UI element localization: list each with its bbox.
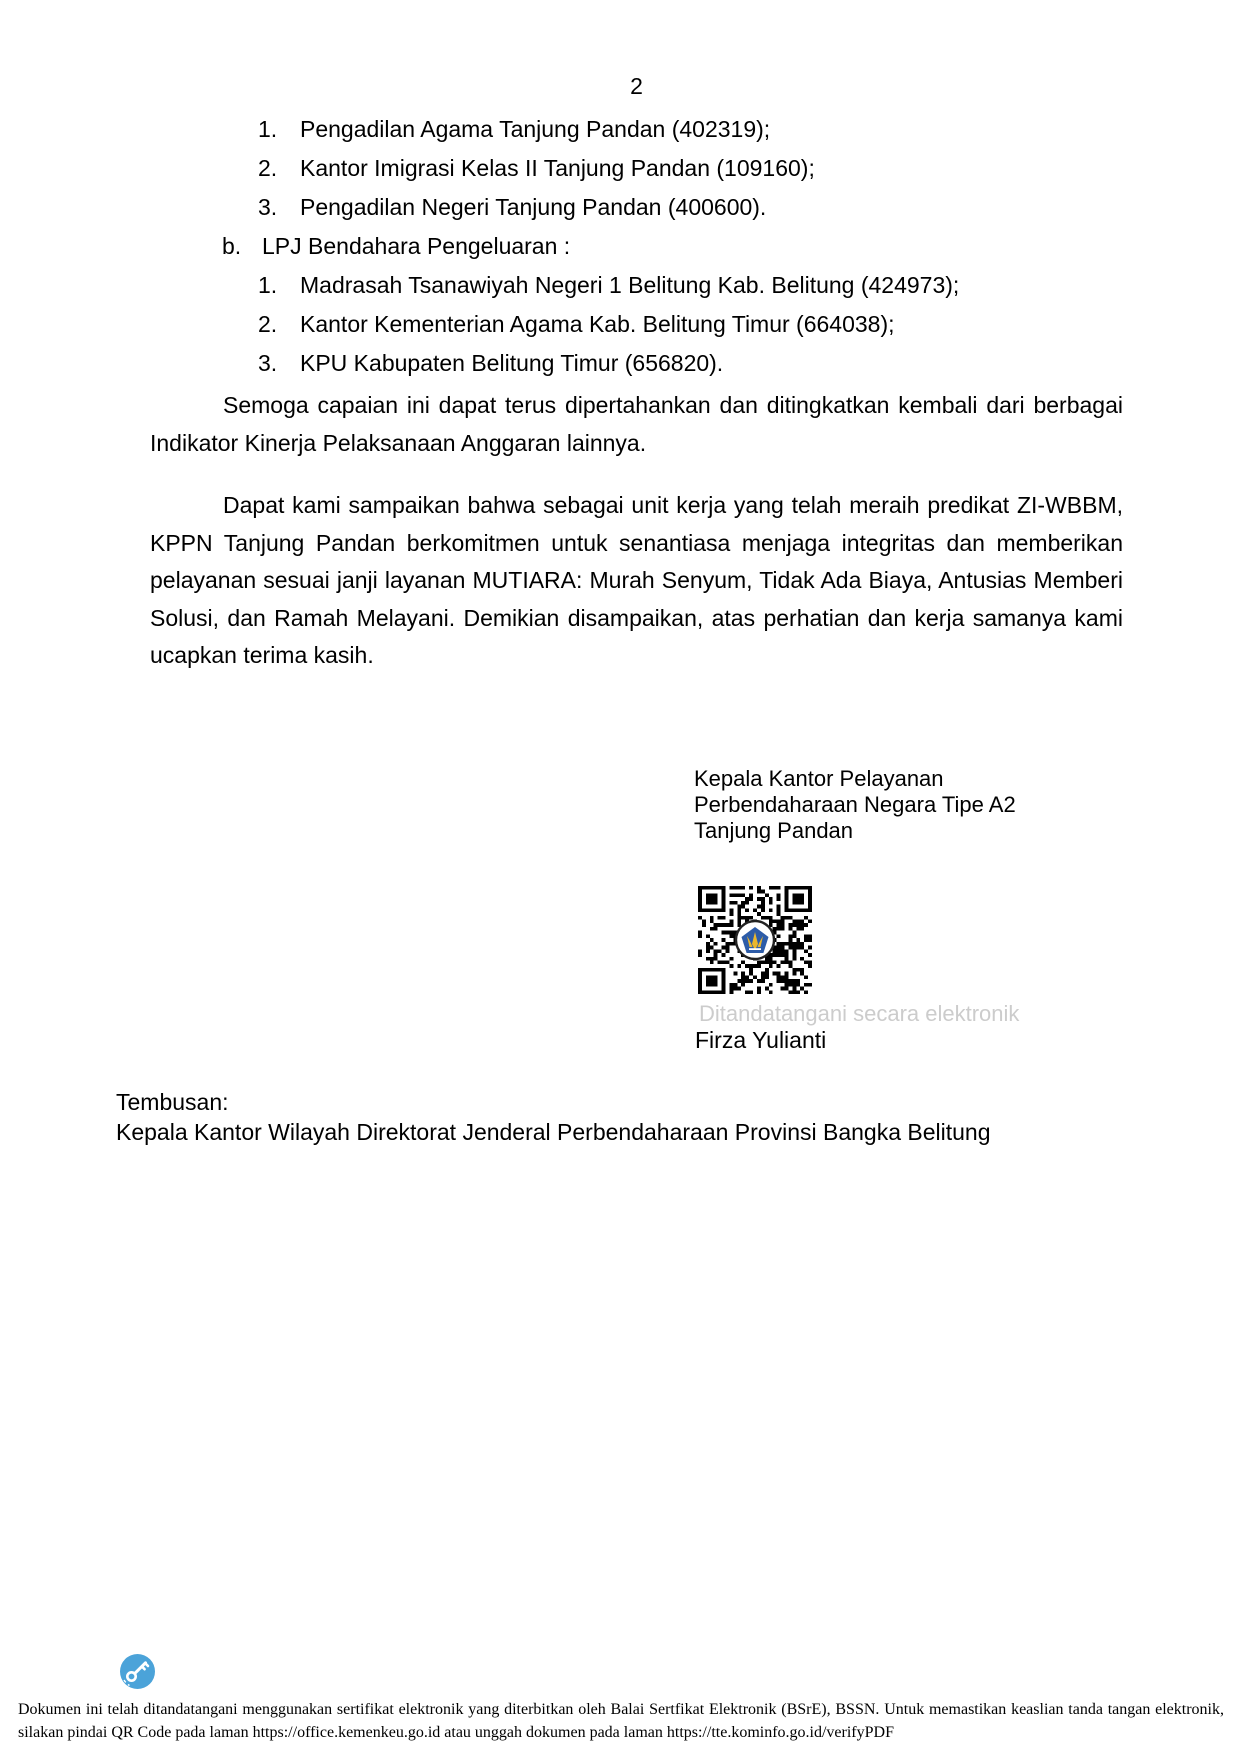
list-item bbox=[150, 188, 1123, 227]
signature-title-line: Kepala Kantor Pelayanan bbox=[694, 766, 944, 791]
kemenkeu-emblem-icon bbox=[735, 920, 775, 960]
list-item-marker: 1. bbox=[258, 116, 278, 142]
list-item-b bbox=[150, 227, 1123, 266]
list-item-text: KPU Kabupaten Belitung Timur (656820). bbox=[300, 350, 724, 376]
paragraph-dapat: Dapat kami sampaikan bahwa sebagai unit kerja yang telah meraih predikat ZI-WBBM, KPPN Tanjung Pandan berkomitmen untuk senantiasa menjaga integritas dan memberikan pelayanan sesuai janji layanan MUTIARA: Murah Senyum, Tidak Ada Biaya, Antusias Memberi Solusi, dan Ramah Melayani. Demikian disampaikan, atas perhatian dan kerja samanya kami ucapkan terima kasih. bbox=[150, 492, 1123, 668]
list-item-text: LPJ Bendahara Pengeluaran : bbox=[262, 233, 571, 259]
list-item bbox=[150, 305, 1123, 344]
tembusan-label: Tembusan: bbox=[116, 1089, 229, 1115]
list-item bbox=[150, 110, 1123, 149]
list-item-text: Kantor Imigrasi Kelas II Tanjung Pandan (109160); bbox=[300, 155, 815, 181]
list-section bbox=[150, 110, 1123, 383]
footer-note: Dokumen ini telah ditandatangani menggunakan sertifikat elektronik yang diterbitkan oleh Balai Sertfikat Elektronik (BSrE), BSSN. Untuk memastikan keaslian tanda tangan elektronik, silakan pindai QR Code pada laman https://office.kemenkeu.go.id atau unggah dokumen pada laman https://tte.kominfo.go.id/verifyPDF bbox=[18, 1701, 1224, 1741]
paragraph-semoga: Semoga capaian ini dapat terus dipertahankan dan ditingkatkan kembali dari berbagai Indikator Kinerja Pelaksanaan Anggaran lainnya. bbox=[150, 392, 1123, 456]
tembusan-section bbox=[116, 1087, 991, 1147]
page-number: 2 bbox=[630, 73, 643, 99]
list-item-text: Madrasah Tsanawiyah Negeri 1 Belitung Kab. Belitung (424973); bbox=[300, 272, 960, 298]
signature-title-line: Perbendaharaan Negara Tipe A2 bbox=[694, 792, 1016, 817]
list-item-marker: 2. bbox=[258, 311, 278, 337]
list-item-marker: 2. bbox=[258, 155, 278, 181]
esign-note: Ditandatangani secara elektronik bbox=[699, 1001, 1020, 1026]
list-item-text: Pengadilan Agama Tanjung Pandan (402319); bbox=[300, 116, 771, 142]
list-item bbox=[150, 266, 1123, 305]
signature-title-line: Tanjung Pandan bbox=[694, 818, 854, 843]
list-item bbox=[150, 344, 1123, 383]
list-item-marker: b. bbox=[222, 233, 242, 259]
list-item-text: Kantor Kementerian Agama Kab. Belitung Timur (664038); bbox=[300, 311, 895, 337]
bsre-key-icon bbox=[120, 1654, 155, 1689]
list-item bbox=[150, 149, 1123, 188]
list-item-text: Pengadilan Negeri Tanjung Pandan (400600). bbox=[300, 194, 767, 220]
list-item-marker: 3. bbox=[258, 194, 278, 220]
list-item-marker: 3. bbox=[258, 350, 278, 376]
signer-name: Firza Yulianti bbox=[695, 1027, 827, 1053]
signature-title bbox=[694, 766, 1016, 844]
list-item-marker: 1. bbox=[258, 272, 278, 298]
tembusan-item: Kepala Kantor Wilayah Direktorat Jenderal Perbendaharaan Provinsi Bangka Belitung bbox=[116, 1119, 991, 1145]
